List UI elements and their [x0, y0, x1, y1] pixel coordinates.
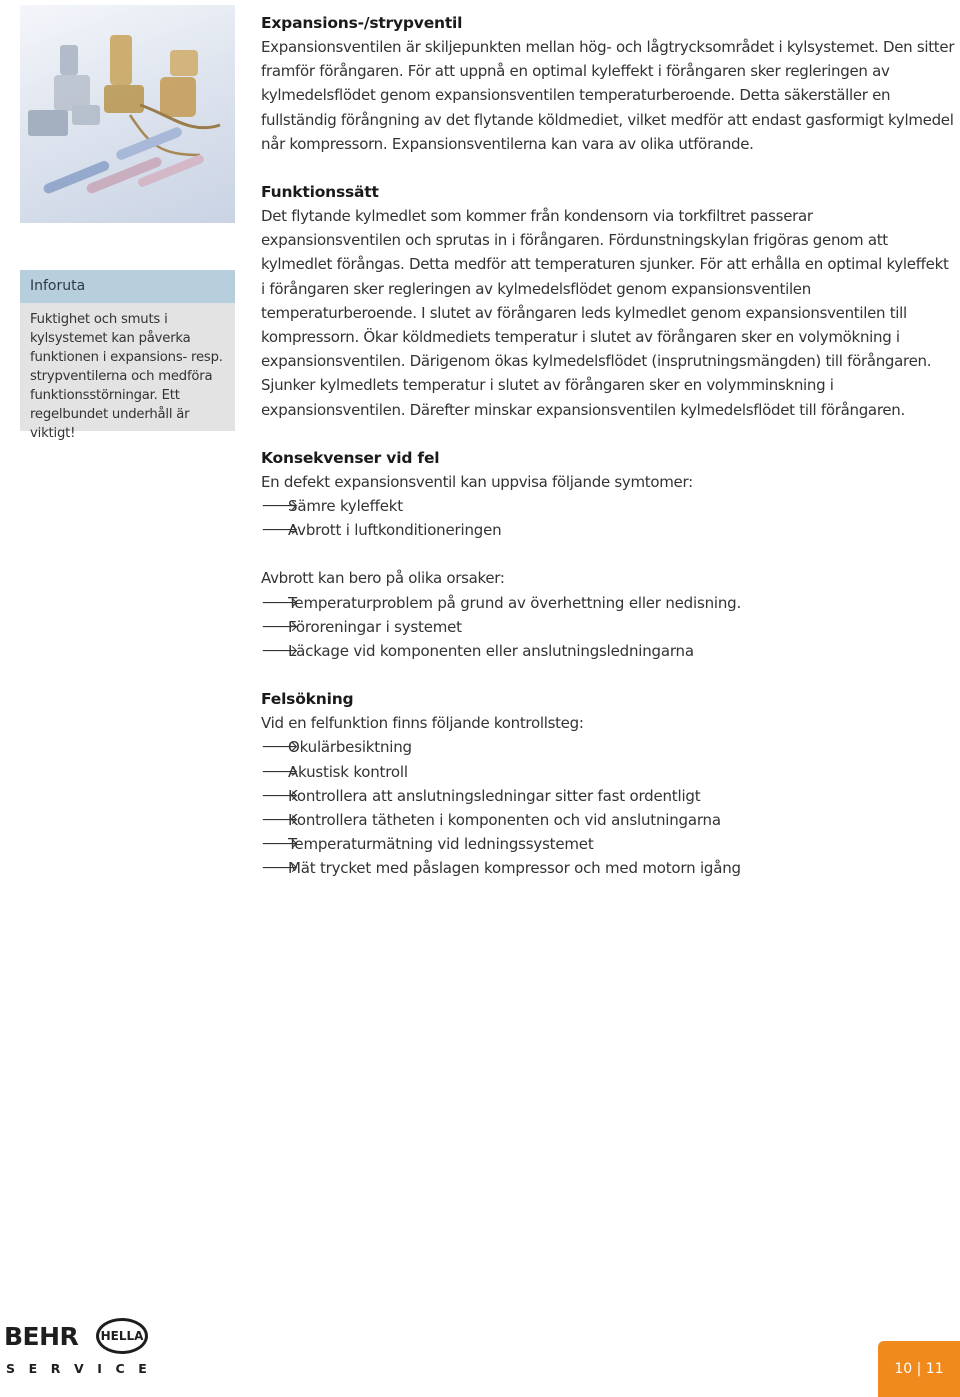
arrow-right-icon: 🡒	[261, 522, 299, 539]
section-title: Felsökning	[261, 690, 354, 709]
section-title: Konsekvenser vid fel	[261, 448, 440, 467]
arrow-right-icon: 🡒	[261, 836, 299, 853]
arrow-right-icon: 🡒	[261, 763, 299, 780]
list-item: 🡒 Temperaturmätning vid ledningssystemet	[261, 832, 956, 856]
expansion-valves-photo	[20, 5, 235, 223]
section-title: Funktionssätt	[261, 183, 379, 202]
info-box-title: Inforuta	[20, 270, 235, 303]
brand-logos	[4, 1318, 161, 1380]
arrow-right-icon: 🡒	[261, 860, 299, 877]
list-item: 🡒 Avbrott i luftkonditioneringen	[261, 518, 956, 542]
arrow-right-icon: 🡒	[261, 787, 299, 804]
check-list	[261, 735, 956, 880]
page-number-badge: 10 | 11	[878, 1341, 960, 1397]
section-intro: En defekt expansionsventil kan uppvisa följande symtomer:	[261, 472, 693, 491]
list-item: 🡒 Sämre kyleffekt	[261, 494, 956, 518]
arrow-right-icon: 🡒	[261, 643, 299, 660]
arrow-right-icon: 🡒	[261, 812, 299, 829]
section-causes	[261, 566, 956, 663]
arrow-right-icon: 🡒	[261, 594, 299, 611]
section-consequences	[261, 446, 956, 543]
service-wordmark: SERVICE	[6, 1361, 161, 1376]
list-item: 🡒 Okulärbesiktning	[261, 735, 956, 759]
arrow-right-icon: 🡒	[261, 618, 299, 635]
valves-illustration	[20, 5, 235, 223]
section-intro: Avbrott kan bero på olika orsaker:	[261, 569, 505, 588]
list-item: 🡒 Kontrollera tätheten i komponenten och vid anslutningarna	[261, 808, 956, 832]
section-text: Det flytande kylmedlet som kommer från kondensorn via torkfiltret passerar expansionsventilen och sprutas in i förångaren. Fördunstningskylan frigöras genom att kylmedlet förångas. Detta medför att temperaturen sjunker. För att erhålla en optimal kyleffekt i förångaren sker regleringen av kylmedelsflödet genom expansionsventilen temperaturberoende. I slutet av förångaren leds kylmedlet genom expansionsventilen till kompressorn. Ökar köldmediets temperatur i slutet av förångaren sker en volymökning i expansionsventilen. Därigenom ökas kylmedelsflödet (insprutningsmängden) till förångaren. Sjunker kylmedlets temperatur i slutet av förångaren sker en volymminskning i expansionsventilen. Därefter minskar expansionsventilen kylmedelsflödet till förångaren.	[261, 207, 949, 419]
section-intro: Vid en felfunktion finns följande kontrollsteg:	[261, 714, 584, 733]
behr-logo: BEHR	[4, 1322, 79, 1351]
arrow-right-icon: 🡒	[261, 498, 299, 515]
hella-logo: HELLA	[96, 1318, 148, 1354]
section-title: Expansions-/strypventil	[261, 14, 463, 32]
symptom-list	[261, 494, 956, 542]
section-troubleshooting	[261, 687, 956, 880]
arrow-right-icon: 🡒	[261, 739, 299, 756]
list-item: 🡒 Läckage vid komponenten eller anslutningsledningarna	[261, 639, 956, 663]
list-item: 🡒 Temperaturproblem på grund av överhettning eller nedisning.	[261, 591, 956, 615]
list-item: 🡒 Kontrollera att anslutningsledningar sitter fast ordentligt	[261, 784, 956, 808]
section-function	[261, 180, 956, 422]
info-box-text: Fuktighet och smuts i kylsystemet kan påverka funktionen i expansions- resp. strypventilerna och medföra funktionsstörningar. Ett regelbundet underhåll är viktigt!	[30, 312, 223, 441]
list-item: 🡒 Föroreningar i systemet	[261, 615, 956, 639]
main-content	[261, 11, 956, 905]
list-item: 🡒 Mät trycket med påslagen kompressor och med motorn igång	[261, 856, 956, 880]
cause-list	[261, 591, 956, 664]
list-item: 🡒 Akustisk kontroll	[261, 760, 956, 784]
section-expansion-valve	[261, 11, 956, 156]
section-text: Expansionsventilen är skiljepunkten mellan hög- och lågtrycksområdet i kylsystemet. Den sitter framför förångaren. För att uppnå en optimal kyleffekt i förångaren sker regleringen av kylmedelsflödet genom expansionsventilen temperaturberoende. Detta säkerställer en fullständig förångning av det flytande köldmediet, vilket medför att endast gasformigt kylmedel når kompressorn. Expansionsventilerna kan vara av olika utförande.	[261, 38, 955, 153]
info-box	[20, 270, 235, 441]
